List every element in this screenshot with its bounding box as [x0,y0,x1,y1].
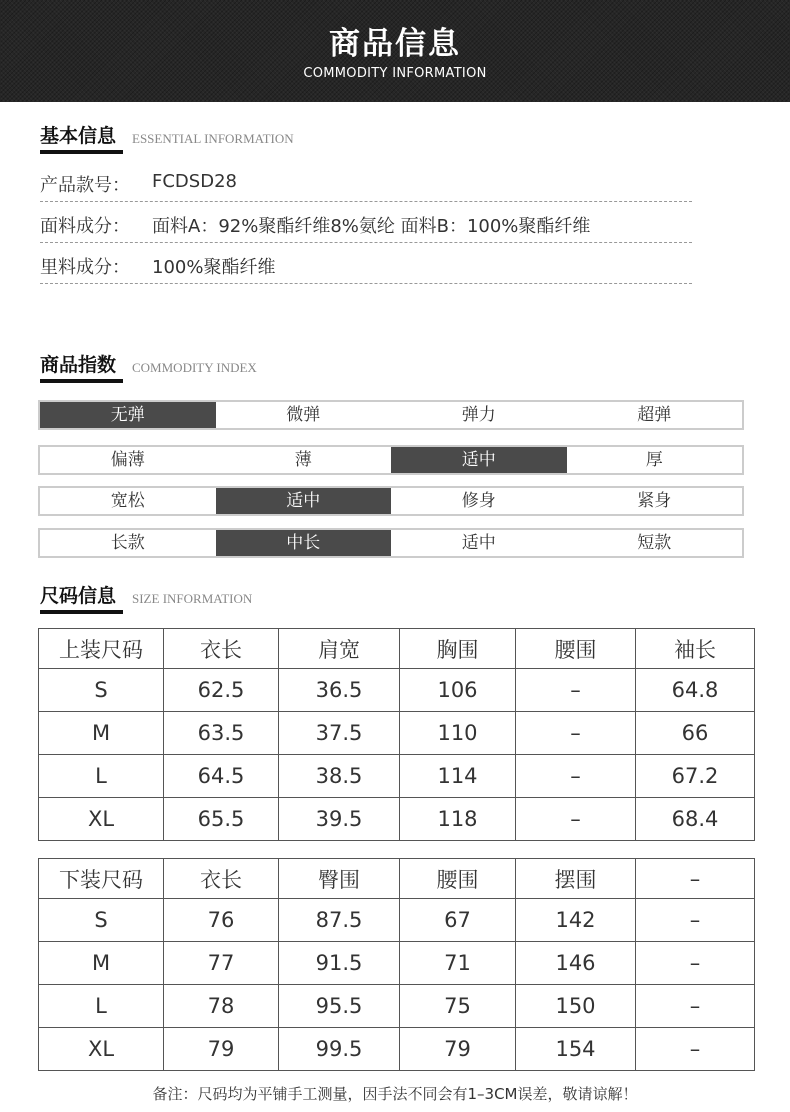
index-cell: 微弹 [286,405,321,425]
index-row-elasticity [38,400,744,430]
table-row [39,798,755,841]
table-cell: XL [39,1028,164,1071]
section-title-en: SIZE INFORMATION [132,591,253,606]
table-row [39,669,755,712]
footnote: 备注：尺码均为平铺手工测量，因手法不同会有1–3CM误差，敬请谅解！ [152,1085,638,1103]
section-underline [40,150,123,154]
index-cell: 无弹 [40,402,216,428]
index-cell: 弹力 [461,405,496,425]
table-header-cell: 下装尺码 [39,859,164,899]
section-title-en: COMMODITY INDEX [132,360,257,375]
index-cell: 适中 [391,447,567,473]
section-underline [40,379,123,383]
index-cell: 薄 [294,450,312,470]
index-row-fit [38,486,744,516]
index-cell: 宽松 [110,491,145,511]
table-cell: – [636,1028,755,1071]
info-row-lining [40,243,692,284]
table-header-cell: 臀围 [279,859,400,899]
table-cell: 38.5 [279,755,400,798]
table-cell: 71 [400,942,516,985]
bottom-size-table [38,858,755,1071]
table-cell: 110 [400,712,516,755]
table-header-cell: 胸围 [400,629,516,669]
table-cell: 64.8 [636,669,755,712]
table-cell: 142 [516,899,636,942]
index-cell: 修身 [461,491,496,511]
table-cell: – [516,712,636,755]
index-cell: 超弹 [637,405,672,425]
info-row-style-no [40,161,692,202]
page-subtitle: COMMODITY INFORMATION [303,66,487,81]
table-cell: 79 [400,1028,516,1071]
info-value: FCDSD28 [152,171,237,192]
table-cell: 68.4 [636,798,755,841]
table-cell: – [516,669,636,712]
table-cell: L [39,755,164,798]
info-label: 面料成分： [40,216,130,237]
section-title-cn: 商品指数 [40,354,117,376]
table-header-cell: – [636,859,755,899]
table-cell: 114 [400,755,516,798]
table-cell: 91.5 [279,942,400,985]
index-cell: 中长 [216,530,392,556]
index-cell: 适中 [461,533,496,553]
table-cell: 150 [516,985,636,1028]
table-row [39,899,755,942]
section-title-en: ESSENTIAL INFORMATION [132,131,294,146]
table-cell: 67 [400,899,516,942]
table-header-row [39,859,755,899]
table-cell: – [636,985,755,1028]
table-cell: 77 [164,942,279,985]
top-size-table [38,628,755,841]
table-cell: M [39,942,164,985]
table-cell: 99.5 [279,1028,400,1071]
page-header [0,0,790,102]
table-cell: – [636,899,755,942]
table-cell: XL [39,798,164,841]
table-row [39,942,755,985]
table-cell: 64.5 [164,755,279,798]
table-cell: 87.5 [279,899,400,942]
table-header-cell: 衣长 [164,629,279,669]
info-value: 100%聚酯纤维 [152,257,276,278]
table-cell: S [39,899,164,942]
table-cell: 76 [164,899,279,942]
table-cell: 62.5 [164,669,279,712]
info-value: 面料A：92%聚酯纤维8%氨纶 面料B：100%聚酯纤维 [152,216,591,237]
table-cell: 106 [400,669,516,712]
index-cell: 短款 [637,533,672,553]
table-header-cell: 衣长 [164,859,279,899]
table-header-cell: 腰围 [516,629,636,669]
table-cell: L [39,985,164,1028]
section-title-cn: 基本信息 [40,125,117,147]
info-label: 产品款号： [40,175,130,196]
index-cell: 长款 [110,533,145,553]
table-row [39,755,755,798]
table-cell: 39.5 [279,798,400,841]
table-cell: 75 [400,985,516,1028]
table-cell: S [39,669,164,712]
page-title: 商品信息 [329,26,461,62]
table-cell: 154 [516,1028,636,1071]
table-cell: – [516,755,636,798]
section-underline [40,610,123,614]
info-label: 里料成分： [40,257,130,278]
table-cell: 95.5 [279,985,400,1028]
info-row-fabric [40,202,692,243]
index-cell: 偏薄 [110,450,145,470]
table-header-cell: 摆围 [516,859,636,899]
index-cell: 厚 [645,450,663,470]
table-cell: 65.5 [164,798,279,841]
table-cell: 37.5 [279,712,400,755]
table-cell: 36.5 [279,669,400,712]
table-cell: – [516,798,636,841]
section-title-cn: 尺码信息 [40,585,117,607]
index-cell: 适中 [216,488,392,514]
table-cell: M [39,712,164,755]
table-cell: – [636,942,755,985]
table-cell: 67.2 [636,755,755,798]
table-cell: 66 [636,712,755,755]
table-cell: 79 [164,1028,279,1071]
table-header-cell: 上装尺码 [39,629,164,669]
index-row-length [38,528,744,558]
index-row-thickness [38,445,744,475]
table-cell: 63.5 [164,712,279,755]
table-cell: 146 [516,942,636,985]
table-header-cell: 腰围 [400,859,516,899]
table-cell: 78 [164,985,279,1028]
table-cell: 118 [400,798,516,841]
index-cell: 紧身 [637,491,672,511]
table-header-cell: 肩宽 [279,629,400,669]
table-header-row [39,629,755,669]
table-header-cell: 袖长 [636,629,755,669]
table-row [39,712,755,755]
table-row [39,1028,755,1071]
table-row [39,985,755,1028]
